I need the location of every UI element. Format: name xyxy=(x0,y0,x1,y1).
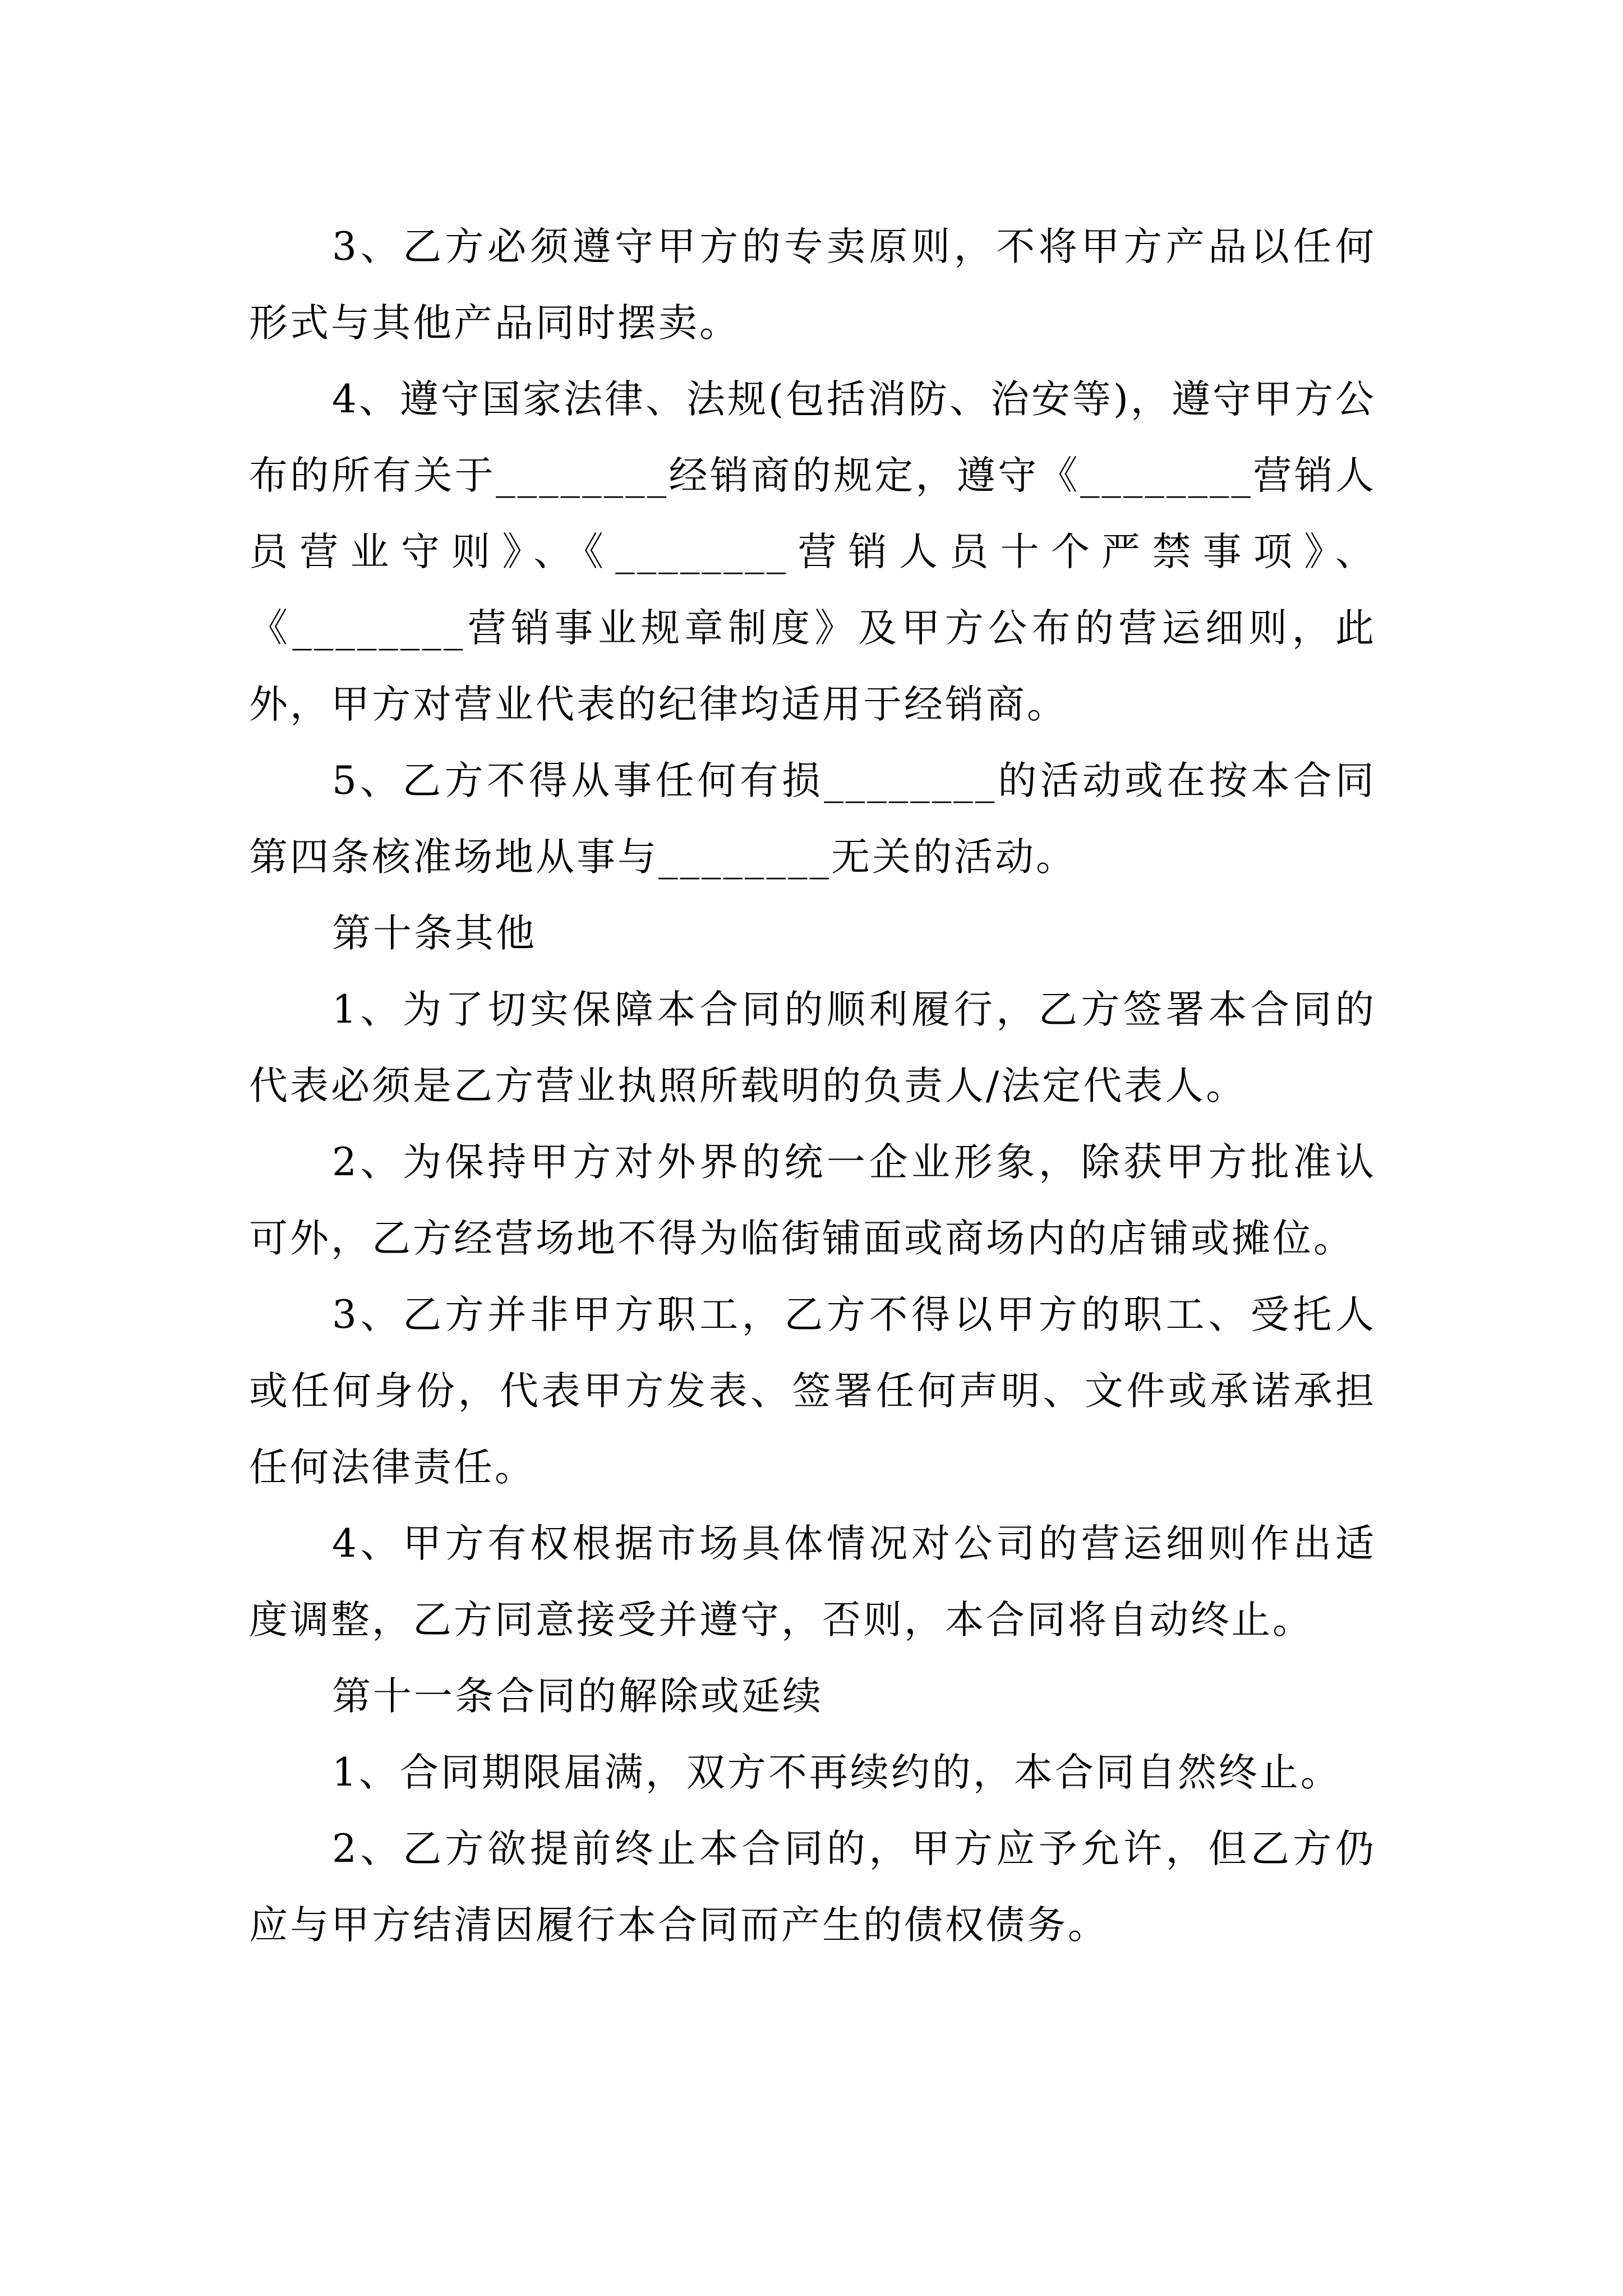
clause-4-paragraph: 4、遵守国家法律、法规(包括消防、治安等)，遵守甲方公布的所有关于________经销商的规定，遵守《________营销人员营业守则》、《________营销人员十个严禁事项》、《________营销事业规章制度》及甲方公布的营运细则，此外，甲方对营业代表的纪律均适用于经销商。 xyxy=(249,377,1377,727)
article-10-heading: 第十条其他 xyxy=(332,911,537,956)
clause-5-paragraph: 5、乙方不得从事任何有损________的活动或在按本合同第四条核准场地从事与________无关的活动。 xyxy=(249,758,1376,880)
clause-3-paragraph: 3、乙方必须遵守甲方的专卖原则，不将甲方产品以任何形式与其他产品同时摆卖。 xyxy=(249,224,1376,346)
article-11-item-1: 1、合同期限届满，双方不再续约的，本合同自然终止。 xyxy=(332,1750,1341,1795)
article-11-item-2: 2、乙方欲提前终止本合同的，甲方应予允许，但乙方仍应与甲方结清因履行本合同而产生的债权债务。 xyxy=(249,1826,1376,1948)
article-10-item-3: 3、乙方并非甲方职工，乙方不得以甲方的职工、受托人或任何身份，代表甲方发表、签署任何声明、文件或承诺承担任何法律责任。 xyxy=(249,1292,1376,1490)
document-body xyxy=(249,209,1376,1963)
article-11-heading: 第十一条合同的解除或延续 xyxy=(332,1674,823,1719)
article-10-item-2: 2、为保持甲方对外界的统一企业形象，除获甲方批准认可外，乙方经营场地不得为临街铺面或商场内的店铺或摊位。 xyxy=(249,1140,1376,1261)
article-10-item-1: 1、为了切实保障本合同的顺利履行，乙方签署本合同的代表必须是乙方营业执照所载明的负责人/法定代表人。 xyxy=(249,987,1376,1108)
article-10-item-4: 4、甲方有权根据市场具体情况对公司的营运细则作出适度调整，乙方同意接受并遵守，否则，本合同将自动终止。 xyxy=(249,1521,1376,1642)
